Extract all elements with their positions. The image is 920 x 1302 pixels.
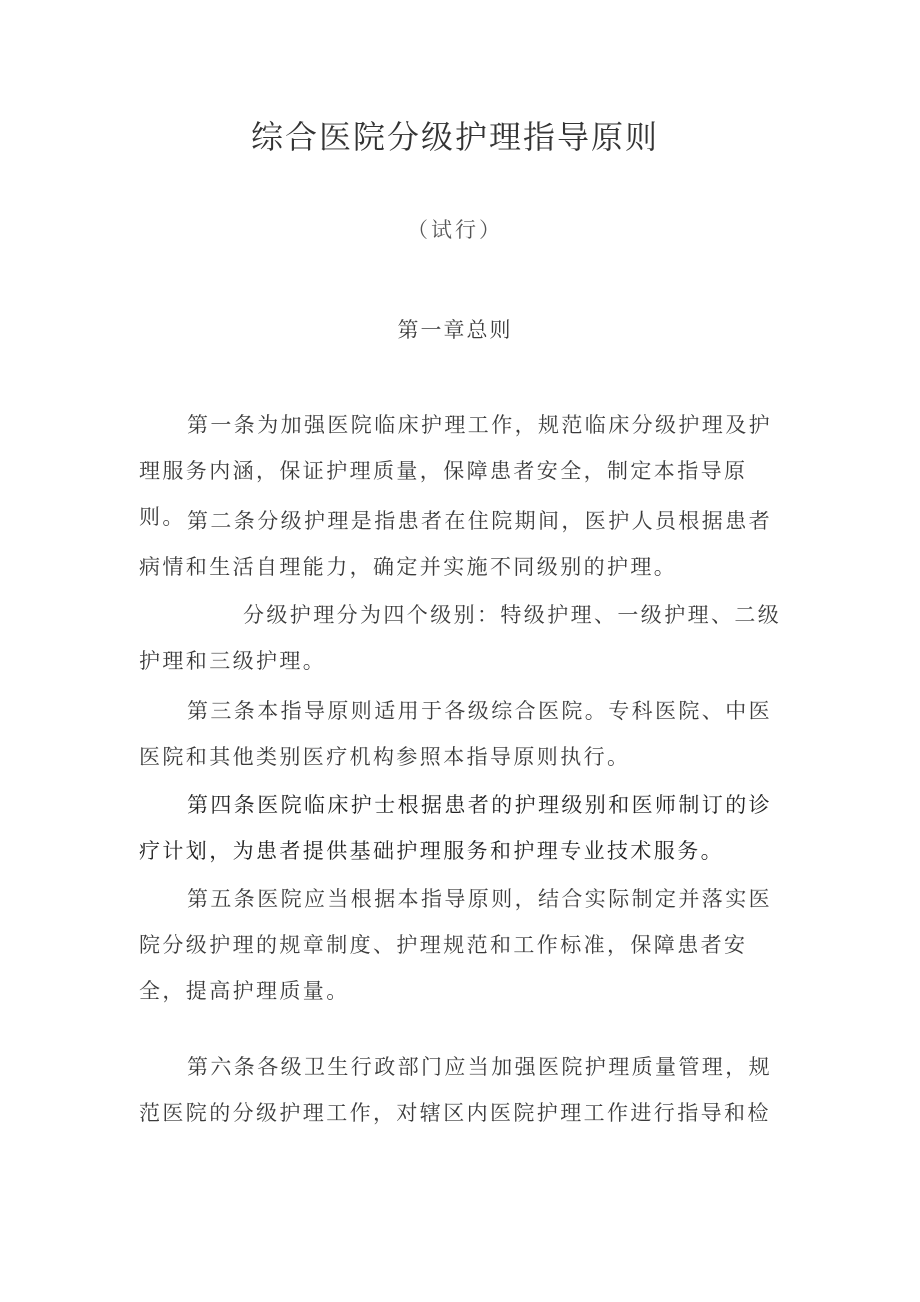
document-title: 综合医院分级护理指导原则 bbox=[250, 118, 659, 156]
article-6-paragraph: 第六条各级卫生行政部门应当加强医院护理质量管理，规范医院的分级护理工作，对辖区内医院护理工作进行指导和检 bbox=[139, 1055, 772, 1125]
article-3-paragraph: 第三条本指导原则适用于各级综合医院。专科医院、中医医院和其他类别医疗机构参照本指导原则执行。 bbox=[139, 699, 772, 769]
article-1-paragraph: 第一条为加强医院临床护理工作，规范临床分级护理及护理服务内涵，保证护理质量，保障患者安全，制定本指导原则。 bbox=[139, 413, 772, 529]
article-5-paragraph: 第五条医院应当根据本指导原则，结合实际制定并落实医院分级护理的规章制度、护理规范和工作标准，保障患者安全，提高护理质量。 bbox=[139, 887, 772, 1003]
document-subtitle: （试行） bbox=[407, 218, 503, 242]
article-2-paragraph: 第二条分级护理是指患者在住院期间，医护人员根据患者病情和生活自理能力，确定并实施不同级别的护理。 bbox=[139, 509, 772, 579]
chapter-heading: 第一章总则 bbox=[397, 318, 513, 342]
article-4-paragraph: 第四条医院临床护士根据患者的护理级别和医师制订的诊疗计划，为患者提供基础护理服务和护理专业技术服务。 bbox=[139, 793, 772, 863]
care-levels-paragraph: 分级护理分为四个级别：特级护理、一级护理、二级护理和三级护理。 bbox=[139, 603, 782, 673]
